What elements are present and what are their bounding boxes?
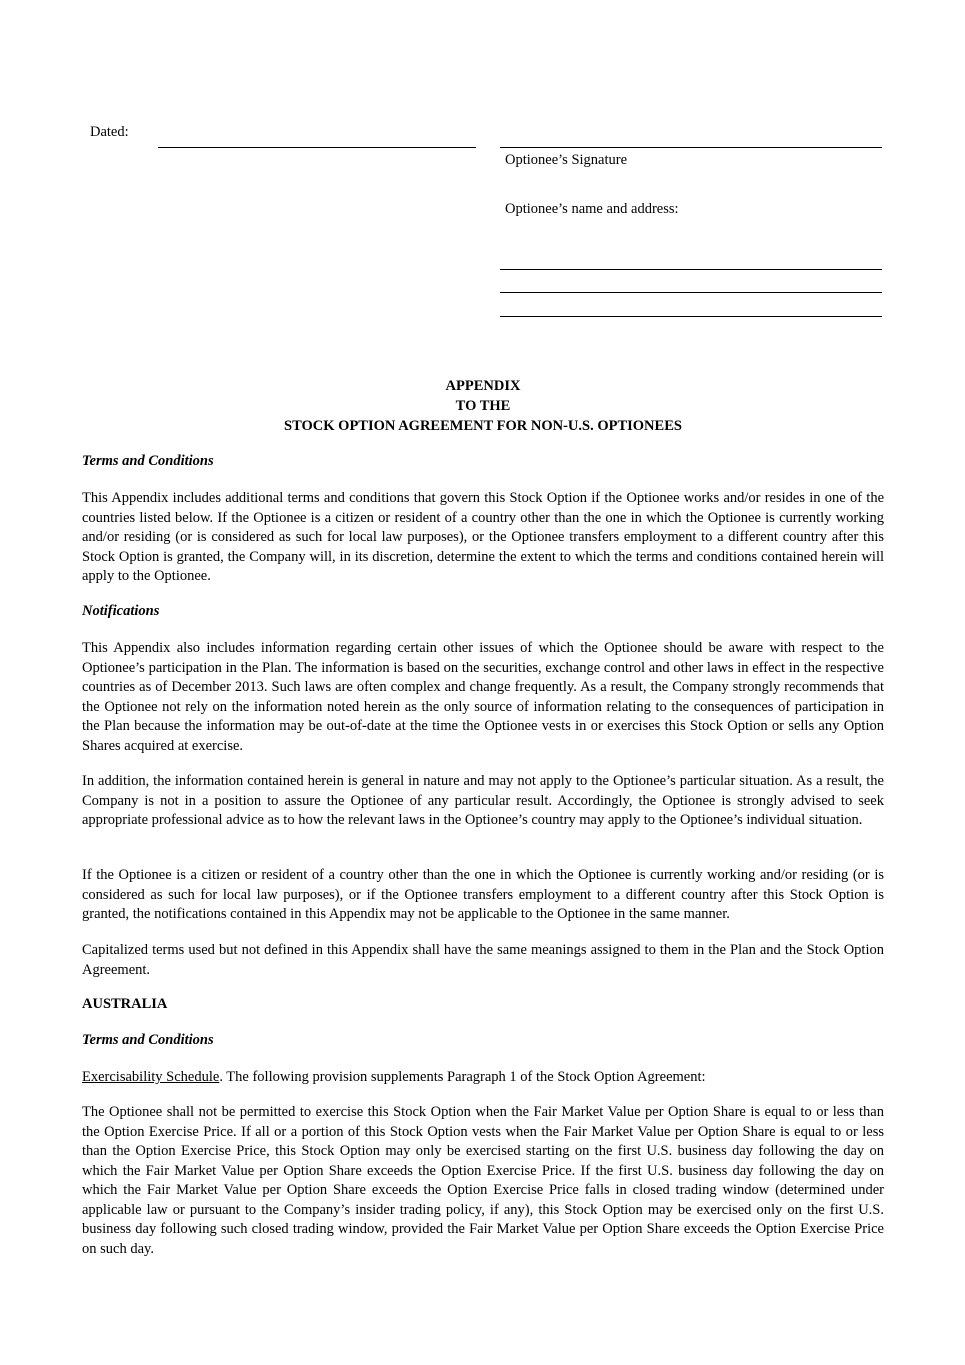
notifications-heading: Notifications: [82, 603, 160, 619]
signature-line: [500, 147, 882, 148]
terms-paragraph: This Appendix includes additional terms and conditions that govern this Stock Option if the Optionee works and/or resides in one of the countries listed below. If the Optionee is a citizen or resident of a country other than the one in which the Optionee is currently working and/or residing (or is considered as such for local law purposes), or the Optionee transfers employment to a different country after this Stock Option is granted, the Company will, in its discretion, determine the extent to which the terms and conditions contained herein will apply to the Optionee.: [82, 490, 884, 584]
exercisability-schedule-label: Exercisability Schedule: [82, 1069, 220, 1085]
address-line-3: [500, 316, 882, 317]
exercisability-schedule-text: . The following provision supplements Paragraph 1 of the Stock Option Agreement:: [219, 1069, 706, 1085]
dated-label: Dated:: [90, 124, 129, 140]
country-heading: AUSTRALIA: [82, 996, 168, 1012]
australia-terms-heading: Terms and Conditions: [82, 1032, 214, 1048]
appendix-title: [82, 376, 884, 436]
address-line-1: [500, 269, 882, 270]
notifications-paragraph-1: This Appendix also includes information regarding certain other issues of which the Optionee should be aware with respect to the Optionee’s participation in the Plan. The information is based on the securities, exchange control and other laws in effect in the respective countries as of December 2013. Such laws are often complex and change frequently. As a result, the Company strongly recommends that the Optionee not rely on the information noted herein as the only source of information relating to the consequences of participation in the Plan because the information may be out-of-date at the time the Optionee vests in or exercises this Stock Option or sells any Option Shares acquired at exercise.: [82, 640, 884, 754]
notifications-paragraph-4: Capitalized terms used but not defined in this Appendix shall have the same meanings assigned to them in the Plan and the Stock Option Agreement.: [82, 942, 884, 978]
australia-paragraph: The Optionee shall not be permitted to exercise this Stock Option when the Fair Market Value per Option Share is equal to or less than the Option Exercise Price. If all or a portion of this Stock Option vests when the Fair Market Value per Option Share is equal to or less than the Option Exercise Price, this Stock Option may only be exercised starting on the first U.S. business day following the day on which the Fair Market Value per Option Share exceeds the Option Exercise Price. If the first U.S. business day following the day on which the Fair Market Value per Option Share exceeds the Option Exercise Price falls in closed trading window (determined under applicable law or pursuant to the Company’s insider trading policy, if any), this Stock Option may be exercised only on the first U.S. business day following such closed trading window, provided the Fair Market Value per Option Share exceeds the Option Exercise Price on such day.: [82, 1104, 884, 1257]
dated-line: [158, 147, 476, 148]
notifications-paragraph-2: In addition, the information contained herein is general in nature and may not apply to the Optionee’s particular situation. As a result, the Company is not in a position to assure the Optionee of any particular result. Accordingly, the Optionee is strongly advised to seek appropriate professional advice as to how the relevant laws in the Optionee’s country may apply to the Optionee’s individual situation.: [82, 773, 884, 828]
notifications-paragraph-3: If the Optionee is a citizen or resident of a country other than the one in which the Optionee is currently working and/or residing (or is considered as such for local law purposes), or if the Optionee transfers employment to a different country after this Stock Option is granted, the notifications contained in this Appendix may not be applicable to the Optionee in the same manner.: [82, 867, 884, 922]
terms-heading: Terms and Conditions: [82, 453, 214, 469]
title-line-2: TO THE: [455, 398, 511, 414]
name-address-label: Optionee’s name and address:: [505, 201, 679, 217]
title-line-1: APPENDIX: [445, 378, 521, 394]
exercisability-schedule-paragraph: [82, 1068, 884, 1088]
signature-label: Optionee’s Signature: [505, 152, 628, 168]
address-line-2: [500, 292, 882, 293]
title-line-3: STOCK OPTION AGREEMENT FOR NON-U.S. OPTIONEES: [284, 418, 682, 434]
